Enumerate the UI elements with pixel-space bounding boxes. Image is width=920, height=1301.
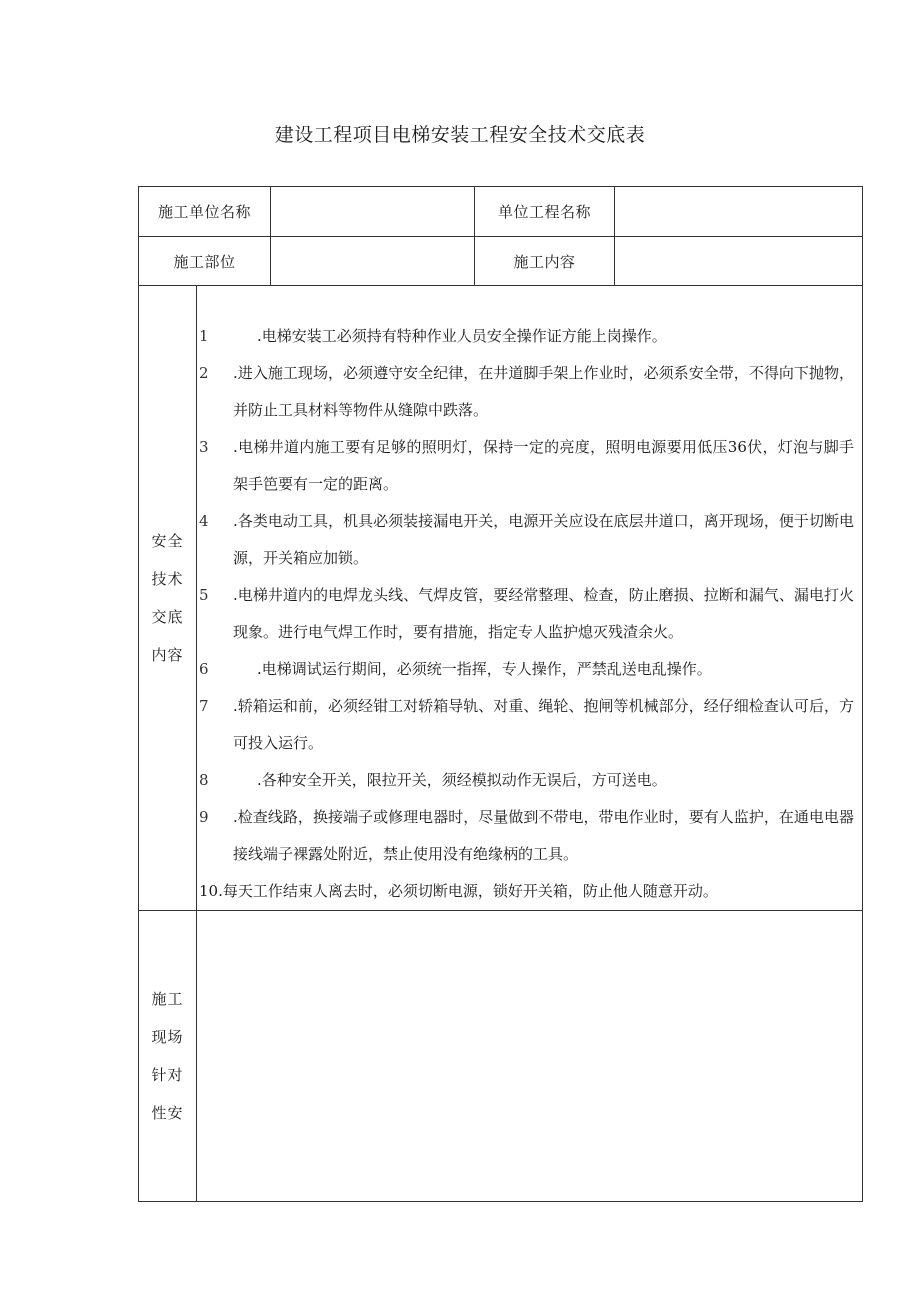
clause-item (199, 318, 854, 355)
clause-number: 8 (199, 771, 209, 789)
clause-text: .电梯井道内施工要有足够的照明灯，保持一定的亮度，照明电源要用低压36伏，灯泡与脚手架手笆要有一定的距离。 (233, 438, 855, 493)
clause-item (199, 429, 854, 503)
unit-project-field[interactable] (615, 187, 863, 237)
clause-number: 7 (199, 697, 209, 715)
safety-section-label (139, 286, 197, 911)
clause-item (199, 873, 854, 910)
clause-number: 4 (199, 512, 209, 530)
safety-briefing-form (138, 186, 863, 1202)
construction-part-label: 施工部位 (139, 237, 271, 286)
site-label-line: 针对 (151, 1066, 184, 1084)
clause-list (197, 286, 862, 910)
site-content-field[interactable] (197, 911, 863, 1202)
clause-text: .电梯安装工必须持有特种作业人员安全操作证方能上岗操作。 (257, 327, 667, 345)
safety-content-row (139, 286, 863, 911)
clause-item (199, 762, 854, 799)
site-label-line: 性安 (151, 1104, 184, 1122)
clause-text: .检查线路，换接端子或修理电器时，尽量做到不带电，带电作业时，要有人监护，在通电电器接线端子裸露处附近，禁止使用没有绝缘柄的工具。 (233, 808, 855, 863)
construction-content-label: 施工内容 (475, 237, 615, 286)
construction-part-field[interactable] (271, 237, 475, 286)
header-row-2 (139, 237, 863, 286)
safety-content-cell (197, 286, 863, 911)
clause-number: 9 (199, 808, 209, 826)
clause-text: .轿箱运和前，必须经钳工对轿箱导轨、对重、绳轮、抱闸等机械部分，经仔细检查认可后，方可投入运行。 (233, 697, 855, 752)
construction-content-field[interactable] (615, 237, 863, 286)
site-section-label (139, 911, 197, 1202)
site-label-line: 施工 (151, 990, 184, 1008)
safety-label-line: 安全 (151, 532, 184, 550)
page-title: 建设工程项目电梯安装工程安全技术交底表 (274, 124, 646, 146)
clause-item (199, 688, 854, 762)
safety-label-line: 内容 (151, 646, 184, 664)
safety-label-line: 技术 (151, 570, 184, 588)
header-row-1 (139, 187, 863, 237)
clause-text: .电梯调试运行期间，必须统一指挥，专人操作，严禁乱送电乱操作。 (257, 660, 712, 678)
construction-unit-label: 施工单位名称 (139, 187, 271, 237)
clause-item (199, 651, 854, 688)
clause-item (199, 503, 854, 577)
site-label-line: 现场 (151, 1028, 184, 1046)
clause-text: .各种安全开关，限拉开关，须经模拟动作无误后，方可送电。 (257, 771, 667, 789)
clause-item (199, 355, 854, 429)
clause-text: .电梯井道内的电焊龙头线、气焊皮管，要经常整理、检查，防止磨损、拉断和漏气、漏电打火现象。进行电气焊工作时，要有措施，指定专人监护熄灭残渣余火。 (233, 586, 855, 641)
site-content-row (139, 911, 863, 1202)
unit-project-label: 单位工程名称 (475, 187, 615, 237)
clause-number: 3 (199, 438, 209, 456)
clause-number: 2 (199, 364, 209, 382)
clause-item (199, 577, 854, 651)
construction-unit-field[interactable] (271, 187, 475, 237)
clause-item (199, 799, 854, 873)
clause-text: 10.每天工作结束人离去时，必须切断电源，锁好开关箱，防止他人随意开动。 (199, 882, 718, 900)
clause-number: 1 (199, 327, 209, 345)
clause-text: .各类电动工具，机具必须装接漏电开关，电源开关应设在底层井道口，离开现场，便于切断电源，开关箱应加锁。 (233, 512, 855, 567)
clause-text: .进入施工现场，必须遵守安全纪律，在井道脚手架上作业时，必须系安全带，不得向下抛物，并防止工具材料等物件从缝隙中跌落。 (233, 364, 855, 419)
safety-label-line: 交底 (151, 608, 184, 626)
clause-number: 5 (199, 586, 209, 604)
clause-number: 6 (199, 660, 209, 678)
